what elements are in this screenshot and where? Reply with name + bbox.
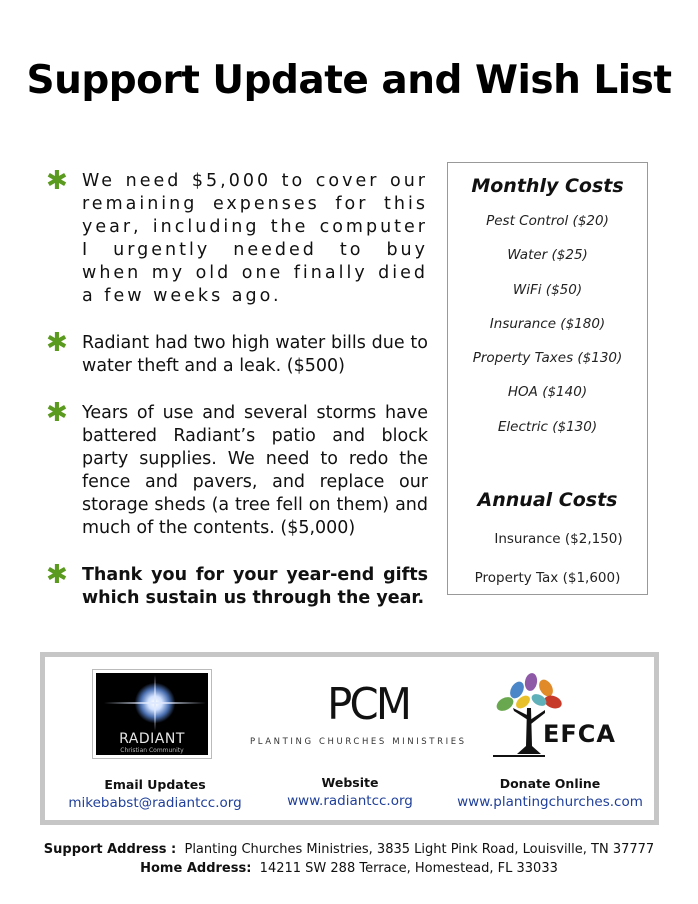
annual-cost-item: Insurance ($2,150): [494, 531, 623, 547]
efca-logo: [483, 668, 623, 763]
home-address-value: 14211 SW 288 Terrace, Homestead, FL 33033: [259, 861, 558, 876]
radiant-logo-name: RADIANT: [119, 731, 185, 747]
wish-list-item: [46, 328, 428, 378]
monthly-cost-item: Pest Control ($20): [486, 213, 609, 229]
pcm-logo: [250, 679, 467, 759]
support-address: [0, 842, 698, 857]
wish-list-item: [46, 560, 428, 610]
monthly-costs-heading: Monthly Costs: [471, 175, 624, 197]
donate-online-heading: Donate Online: [499, 776, 601, 791]
donate-online: [445, 776, 655, 810]
home-address-label: Home Address:: [140, 861, 252, 876]
pcm-logo-tagline: PLANTING CHURCHES MINISTRIES: [250, 737, 467, 747]
costs-box: [447, 162, 648, 595]
efca-logo-label: EFCA: [543, 720, 616, 748]
support-address-value: Planting Churches Ministries, 3835 Light Pink Road, Louisville, TN 37777: [184, 842, 655, 857]
email-updates-heading: Email Updates: [104, 777, 206, 792]
website-link[interactable]: www.radiantcc.org: [287, 793, 413, 809]
radiant-logo: [93, 670, 211, 758]
website: [260, 775, 440, 809]
monthly-cost-item: Property Taxes ($130): [472, 350, 623, 367]
website-heading: Website: [321, 775, 379, 790]
monthly-costs-list: [448, 211, 647, 451]
green-asterisk-icon: ✱: [46, 166, 68, 196]
wish-list-item-text: Years of use and several storms have battered Radiant’s patio and block party supplies. We need to redo the fence and pavers, and replace our storage sheds (a tree fell on them) and much of the contents. ($5,000): [82, 403, 428, 538]
annual-cost-item: Property Tax ($1,600): [474, 570, 621, 586]
radiant-logo-subtitle: Christian Community: [120, 747, 184, 754]
wish-list-item: [46, 398, 428, 540]
home-address: [0, 861, 698, 876]
thank-you-text: Thank you for your year-end gifts which sustain us through the year.: [82, 565, 428, 608]
monthly-cost-item: Water ($25): [507, 247, 588, 264]
support-address-label: Support Address :: [43, 842, 177, 857]
monthly-cost-item: Electric ($130): [497, 418, 598, 435]
wish-list: [46, 166, 428, 634]
monthly-cost-item: HOA ($140): [507, 384, 588, 401]
annual-costs-heading: Annual Costs: [477, 489, 618, 511]
contact-band: [40, 652, 659, 825]
email-updates: [55, 777, 255, 811]
wish-list-item-text: Radiant had two high water bills due to water theft and a leak. ($500): [82, 333, 428, 376]
email-link[interactable]: mikebabst@radiantcc.org: [68, 795, 242, 811]
green-asterisk-icon: ✱: [46, 398, 68, 428]
green-asterisk-icon: ✱: [46, 328, 68, 358]
green-asterisk-icon: ✱: [46, 560, 68, 590]
wish-list-item-text: We need $5,000 to cover our remaining expenses for this year, including the computer I urgently needed to buy when my old one finally died a few weeks ago.: [82, 171, 428, 306]
page-title: Support Update and Wish List: [26, 58, 672, 103]
wish-list-item: [46, 166, 428, 308]
tree-icon: [483, 668, 623, 763]
monthly-cost-item: Insurance ($180): [489, 315, 606, 332]
pcm-logo-letters: PCM: [327, 679, 409, 730]
monthly-cost-item: WiFi ($50): [512, 281, 583, 298]
donate-link[interactable]: www.plantingchurches.com: [457, 794, 643, 810]
